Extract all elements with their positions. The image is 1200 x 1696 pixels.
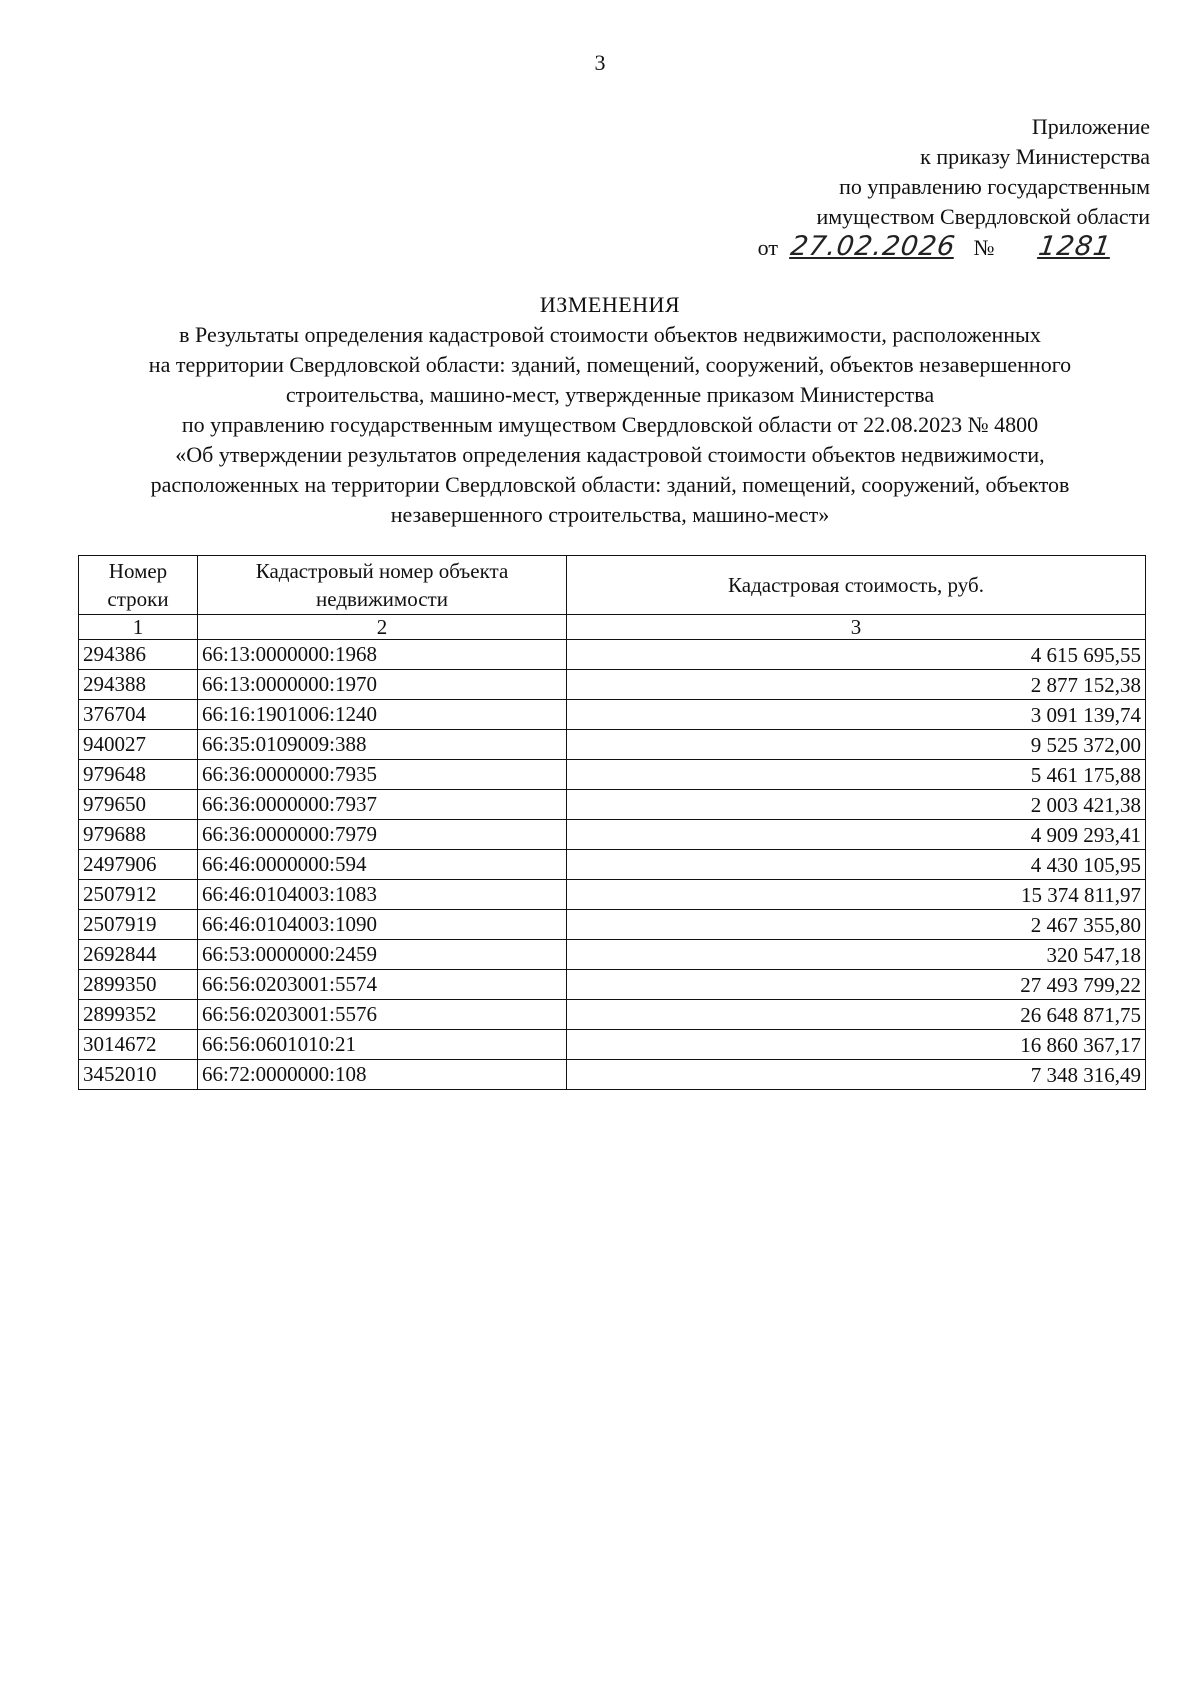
cadastral-number-cell: 66:35:0109009:388 bbox=[198, 730, 567, 760]
row-number-cell: 376704 bbox=[79, 700, 198, 730]
table-row bbox=[79, 940, 1146, 970]
header-cadastral-value: Кадастровая стоимость, руб. bbox=[567, 556, 1146, 615]
column-number: 3 bbox=[567, 615, 1146, 640]
cadastral-number-cell: 66:36:0000000:7935 bbox=[198, 760, 567, 790]
table-body bbox=[79, 640, 1146, 1090]
cadastral-number-cell: 66:16:1901006:1240 bbox=[198, 700, 567, 730]
cadastral-value-cell: 16 860 367,17 bbox=[567, 1030, 1146, 1060]
row-number-cell: 979648 bbox=[79, 760, 198, 790]
cadastral-value-cell: 4 909 293,41 bbox=[567, 820, 1146, 850]
number-sign: № bbox=[973, 235, 995, 260]
cadastral-value-cell: 5 461 175,88 bbox=[567, 760, 1146, 790]
row-number-cell: 2899350 bbox=[79, 970, 198, 1000]
row-number-cell: 3452010 bbox=[79, 1060, 198, 1090]
cadastral-value-cell: 7 348 316,49 bbox=[567, 1060, 1146, 1090]
table-column-numbers-row bbox=[79, 615, 1146, 640]
document-title bbox=[90, 290, 1130, 530]
cadastral-value-table bbox=[78, 555, 1146, 1090]
table-row bbox=[79, 700, 1146, 730]
table-row bbox=[79, 730, 1146, 760]
cadastral-value-cell: 2 877 152,38 bbox=[567, 670, 1146, 700]
cadastral-number-cell: 66:46:0104003:1090 bbox=[198, 910, 567, 940]
row-number-cell: 2507919 bbox=[79, 910, 198, 940]
title-line: строительства, машино-мест, утвержденные приказом Министерства bbox=[285, 382, 935, 407]
cadastral-number-cell: 66:36:0000000:7979 bbox=[198, 820, 567, 850]
row-number-cell: 2899352 bbox=[79, 1000, 198, 1030]
handwritten-order-number: 1281 bbox=[1036, 231, 1114, 262]
table-row bbox=[79, 880, 1146, 910]
cadastral-number-cell: 66:56:0601010:21 bbox=[198, 1030, 567, 1060]
header-row-number: Номер строки bbox=[79, 556, 198, 615]
cadastral-value-cell: 15 374 811,97 bbox=[567, 880, 1146, 910]
row-number-cell: 2507912 bbox=[79, 880, 198, 910]
appendix-line: имуществом Свердловской области bbox=[816, 204, 1150, 229]
cadastral-number-cell: 66:53:0000000:2459 bbox=[198, 940, 567, 970]
table-row bbox=[79, 640, 1146, 670]
title-line: в Результаты определения кадастровой стоимости объектов недвижимости, расположенных bbox=[179, 322, 1041, 347]
title-line: по управлению государственным имуществом Свердловской области от 22.08.2023 № 4800 bbox=[181, 412, 1039, 437]
title-heading: ИЗМЕНЕНИЯ bbox=[539, 292, 681, 317]
column-number: 1 bbox=[79, 615, 198, 640]
title-line: на территории Свердловской области: зданий, помещений, сооружений, объектов незавершенного bbox=[148, 352, 1072, 377]
table-row bbox=[79, 1000, 1146, 1030]
table-row bbox=[79, 1030, 1146, 1060]
cadastral-number-cell: 66:13:0000000:1968 bbox=[198, 640, 567, 670]
cadastral-number-cell: 66:36:0000000:7937 bbox=[198, 790, 567, 820]
cadastral-number-cell: 66:46:0104003:1083 bbox=[198, 880, 567, 910]
cadastral-value-cell: 27 493 799,22 bbox=[567, 970, 1146, 1000]
cadastral-number-cell: 66:72:0000000:108 bbox=[198, 1060, 567, 1090]
table-row bbox=[79, 760, 1146, 790]
row-number-cell: 3014672 bbox=[79, 1030, 198, 1060]
title-line: «Об утверждении результатов определения кадастровой стоимости объектов недвижимости, bbox=[175, 442, 1045, 467]
handwritten-date: 27.02.2026 bbox=[788, 231, 958, 262]
appendix-block bbox=[758, 112, 1150, 263]
cadastral-number-cell: 66:56:0203001:5574 bbox=[198, 970, 567, 1000]
cadastral-value-cell: 4 615 695,55 bbox=[567, 640, 1146, 670]
cadastral-value-cell: 9 525 372,00 bbox=[567, 730, 1146, 760]
cadastral-value-cell: 320 547,18 bbox=[567, 940, 1146, 970]
page-number: 3 bbox=[594, 50, 606, 75]
appendix-line: Приложение bbox=[1031, 114, 1150, 139]
cadastral-value-cell: 2 467 355,80 bbox=[567, 910, 1146, 940]
row-number-cell: 940027 bbox=[79, 730, 198, 760]
table-row bbox=[79, 670, 1146, 700]
cadastral-value-cell: 2 003 421,38 bbox=[567, 790, 1146, 820]
column-number: 2 bbox=[198, 615, 567, 640]
date-prefix: от bbox=[757, 235, 778, 260]
table-row bbox=[79, 790, 1146, 820]
table-row bbox=[79, 1060, 1146, 1090]
cadastral-number-cell: 66:13:0000000:1970 bbox=[198, 670, 567, 700]
table-row bbox=[79, 850, 1146, 880]
title-line: незавершенного строительства, машино-мест» bbox=[390, 502, 830, 527]
row-number-cell: 294388 bbox=[79, 670, 198, 700]
cadastral-value-cell: 26 648 871,75 bbox=[567, 1000, 1146, 1030]
table-row bbox=[79, 910, 1146, 940]
order-date-number-line bbox=[758, 232, 1150, 263]
appendix-line: к приказу Министерства bbox=[920, 144, 1150, 169]
row-number-cell: 2497906 bbox=[79, 850, 198, 880]
row-number-cell: 979688 bbox=[79, 820, 198, 850]
table-row bbox=[79, 970, 1146, 1000]
row-number-cell: 2692844 bbox=[79, 940, 198, 970]
header-cadastral-number: Кадастровый номер объекта недвижимости bbox=[198, 556, 567, 615]
table-header-row bbox=[79, 556, 1146, 615]
appendix-line: по управлению государственным bbox=[839, 174, 1150, 199]
cadastral-value-cell: 3 091 139,74 bbox=[567, 700, 1146, 730]
cadastral-value-cell: 4 430 105,95 bbox=[567, 850, 1146, 880]
cadastral-number-cell: 66:46:0000000:594 bbox=[198, 850, 567, 880]
row-number-cell: 979650 bbox=[79, 790, 198, 820]
table-row bbox=[79, 820, 1146, 850]
title-line: расположенных на территории Свердловской области: зданий, помещений, сооружений, объектов bbox=[150, 472, 1070, 497]
cadastral-number-cell: 66:56:0203001:5576 bbox=[198, 1000, 567, 1030]
row-number-cell: 294386 bbox=[79, 640, 198, 670]
